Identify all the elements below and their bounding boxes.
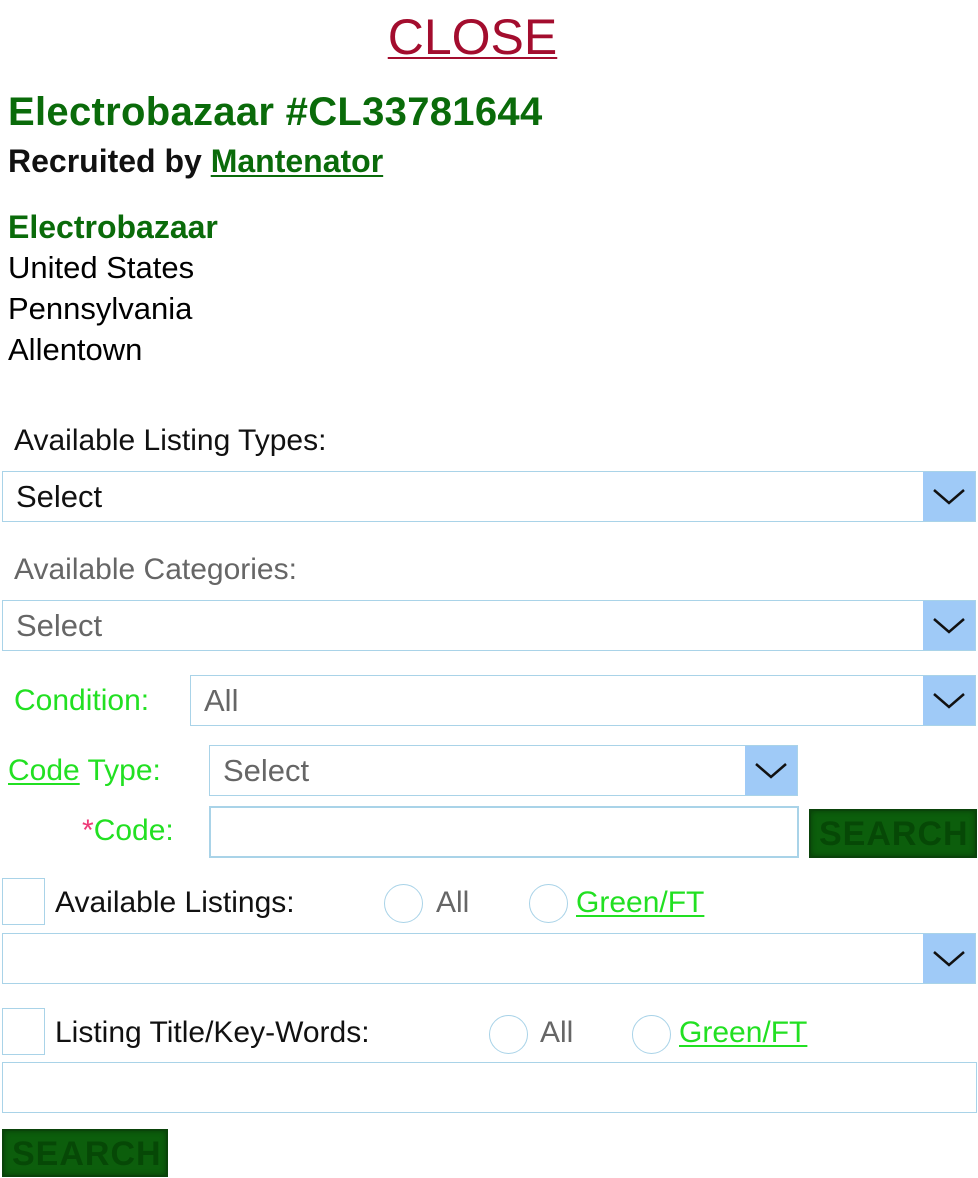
listing-types-value: Select	[16, 479, 103, 514]
search-button[interactable]: SEARCH	[2, 1129, 168, 1177]
recruited-line	[8, 142, 383, 180]
title-keywords-checkbox[interactable]	[2, 1008, 45, 1055]
chevron-down-icon[interactable]	[923, 601, 975, 650]
recruiter-link[interactable]: Mantenator	[210, 143, 384, 179]
code-type-label	[8, 753, 161, 789]
title-keywords-green-text[interactable]: Green/FT	[679, 1016, 808, 1049]
code-help-link[interactable]: Code	[8, 754, 80, 787]
chevron-down-icon[interactable]	[923, 472, 975, 521]
available-listings-radio-green[interactable]	[529, 884, 568, 923]
address-state: Pennsylvania	[8, 291, 193, 326]
chevron-down-icon[interactable]	[923, 676, 975, 725]
title-keywords-all-label: All	[540, 1016, 574, 1049]
code-input[interactable]	[209, 806, 799, 858]
code-search-button[interactable]: SEARCH	[809, 809, 977, 858]
listing-types-label: Available Listing Types:	[14, 424, 327, 457]
address-city: Allentown	[8, 332, 143, 367]
address-country: United States	[8, 250, 195, 285]
listing-types-select[interactable]	[2, 471, 976, 522]
title-keywords-input[interactable]	[2, 1062, 977, 1113]
categories-label: Available Categories:	[14, 553, 297, 586]
available-listings-all-label: All	[436, 886, 470, 919]
store-name: Electrobazaar	[8, 209, 218, 245]
code-type-value: Select	[223, 753, 310, 788]
title-keywords-label: Listing Title/Key-Words:	[55, 1016, 370, 1049]
store-title: Electrobazaar #CL33781644	[8, 90, 543, 134]
available-listings-checkbox[interactable]	[2, 878, 45, 925]
recruited-prefix: Recruited by	[8, 143, 211, 179]
condition-label: Condition:	[14, 684, 150, 717]
close-link[interactable]: CLOSE	[387, 9, 558, 65]
code-type-label-text: Type:	[79, 754, 161, 787]
available-listings-radio-all[interactable]	[384, 884, 423, 923]
code-type-select[interactable]	[209, 745, 798, 796]
available-listings-select[interactable]	[2, 933, 976, 984]
available-listings-green-link[interactable]	[576, 885, 704, 921]
condition-value: All	[204, 683, 239, 718]
available-listings-label: Available Listings:	[55, 886, 295, 919]
chevron-down-icon[interactable]	[745, 746, 797, 795]
categories-select[interactable]	[2, 600, 976, 651]
code-label	[82, 813, 174, 849]
condition-select[interactable]	[190, 675, 976, 726]
categories-value: Select	[16, 608, 103, 643]
available-listings-green-text[interactable]: Green/FT	[576, 886, 705, 919]
required-mark: *	[82, 814, 94, 847]
chevron-down-icon[interactable]	[923, 934, 975, 983]
title-keywords-green-link[interactable]	[679, 1015, 807, 1051]
title-keywords-radio-green[interactable]	[632, 1015, 671, 1054]
title-keywords-radio-all[interactable]	[489, 1015, 528, 1054]
code-label-text: Code:	[93, 814, 174, 847]
